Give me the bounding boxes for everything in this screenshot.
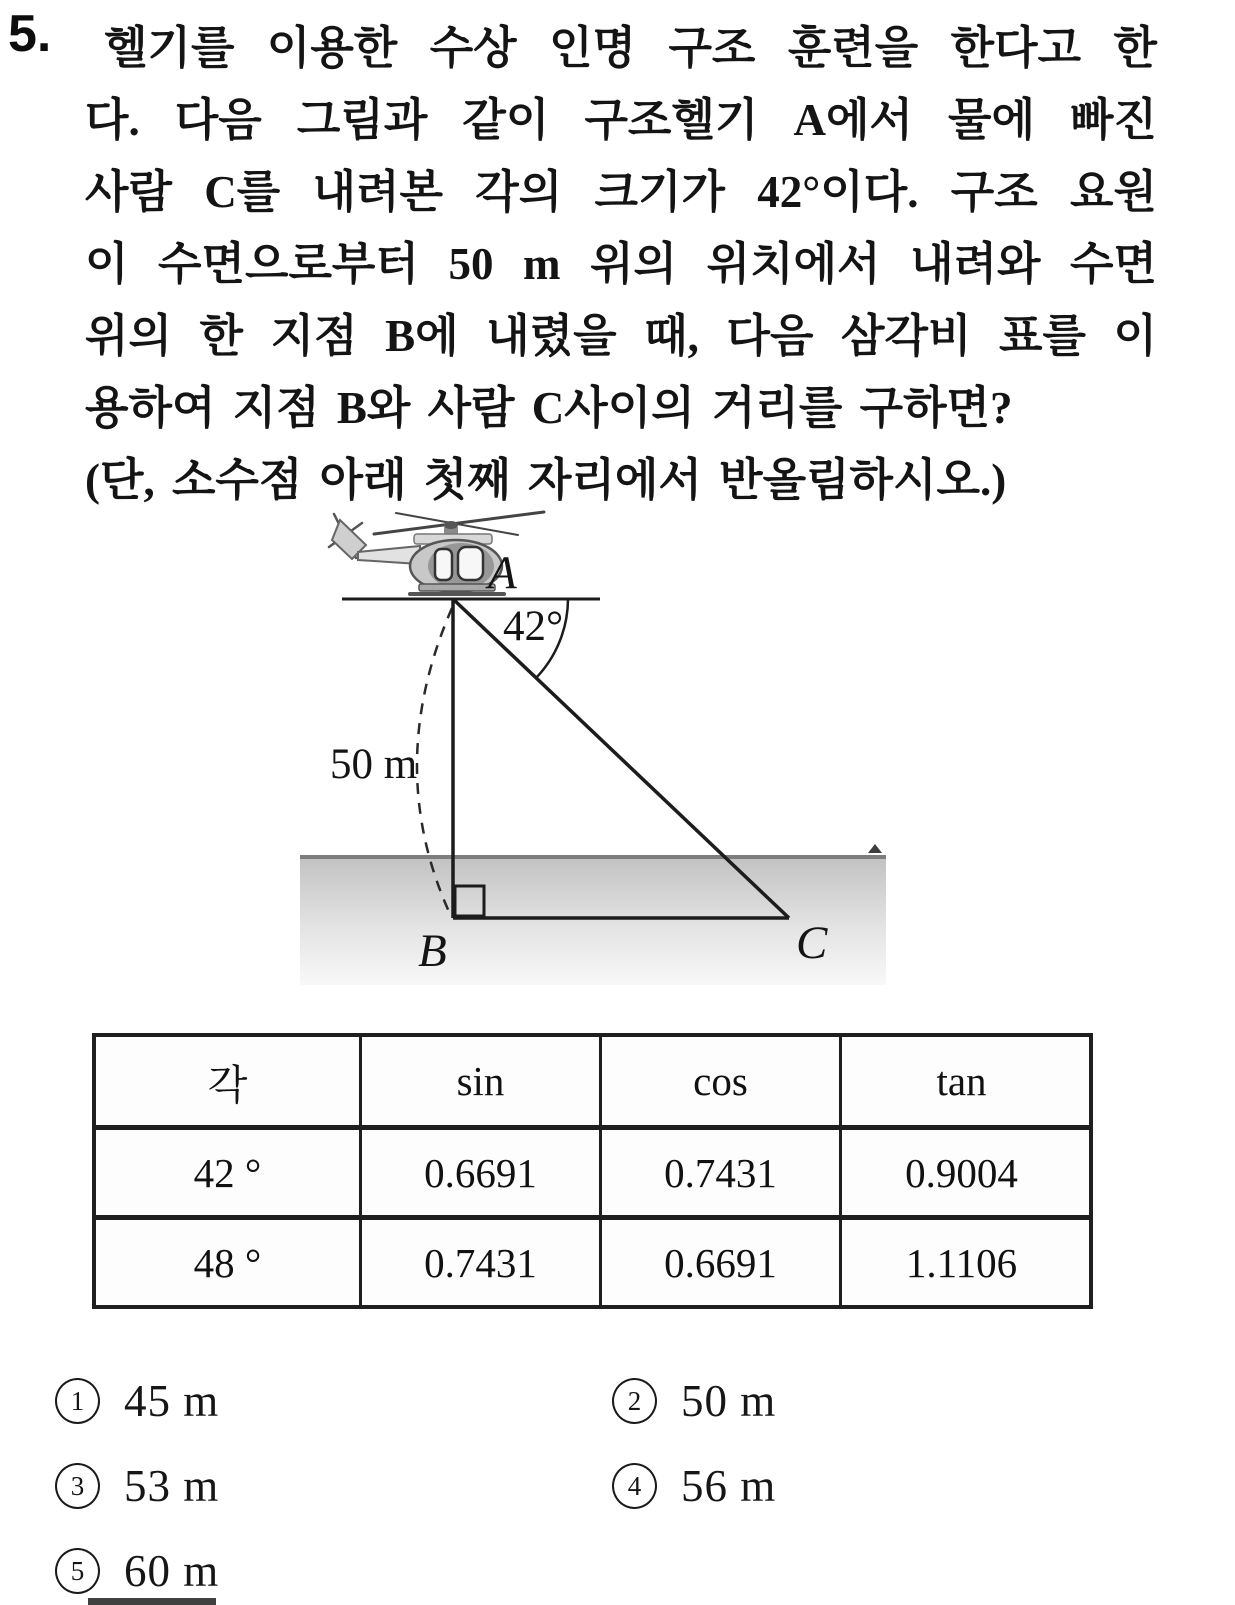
trig-table-cell: 48 ° — [96, 1220, 362, 1305]
vertex-label-C: C — [796, 917, 828, 969]
trig-table-row-48 — [96, 1215, 1089, 1305]
vertex-label-B: B — [418, 925, 447, 977]
choice-3[interactable] — [55, 1457, 219, 1515]
trig-table-row-42 — [96, 1125, 1089, 1215]
choice-2[interactable] — [612, 1372, 776, 1430]
water-tick-mark — [868, 844, 882, 853]
choice-label: 60 m — [124, 1546, 220, 1596]
question-line: 위의 한 지점 B에 내렸을 때, 다음 삼각비 표를 이 — [85, 311, 1157, 361]
trig-table-cell: 0.7431 — [602, 1130, 842, 1215]
question-line: (단, 소수점 아래 첫째 자리에서 반올림하시오.) — [85, 455, 1007, 505]
question-line: 사람 C를 내려본 각의 크기가 42°이다. 구조 요원 — [85, 167, 1157, 217]
trig-table-cell: 0.6691 — [362, 1130, 602, 1215]
trig-table-cell: 42 ° — [96, 1130, 362, 1215]
trig-table-header-row — [96, 1037, 1089, 1125]
choice-circle: 5 — [55, 1548, 100, 1594]
choice-circle: 3 — [55, 1463, 100, 1509]
trig-table-header-cell: 각 — [96, 1037, 362, 1125]
trig-table-header-cell: tan — [936, 1058, 987, 1104]
trig-table — [92, 1033, 1093, 1309]
question-line: 이 수면으로부터 50 m 위의 위치에서 내려와 수면 — [85, 239, 1157, 289]
trig-table-cell: 0.6691 — [602, 1220, 842, 1305]
choice-5[interactable] — [55, 1542, 219, 1600]
trig-table-cell: 1.1106 — [905, 1239, 1018, 1286]
vertex-label-A: A — [488, 547, 517, 599]
trig-table-header-cell: sin — [362, 1037, 602, 1125]
height-label-50m: 50 m — [330, 741, 418, 788]
question-line: 헬기를 이용한 수상 인명 구조 훈련을 한다고 한 — [104, 23, 1157, 73]
question-number: 5. — [8, 5, 52, 63]
trig-table-cell: 0.9004 — [905, 1149, 1018, 1196]
choice-circle: 2 — [612, 1378, 657, 1424]
water-top-line — [300, 855, 886, 859]
choice-label: 53 m — [124, 1461, 220, 1511]
choice-circle: 1 — [55, 1378, 100, 1424]
choice-1[interactable] — [55, 1372, 219, 1430]
choice-4[interactable] — [612, 1457, 776, 1515]
question-line: 용하여 지점 B와 사람 C사이의 거리를 구하면? — [85, 383, 1013, 433]
choice-label: 45 m — [124, 1376, 220, 1426]
choice-label: 56 m — [681, 1461, 777, 1511]
question-text — [85, 12, 1157, 516]
trig-table-cell: 0.7431 — [362, 1220, 602, 1305]
choice-label: 50 m — [681, 1376, 777, 1426]
trig-table-header-cell: cos — [602, 1037, 842, 1125]
question-line: 다. 다음 그림과 같이 구조헬기 A에서 물에 빠진 — [85, 95, 1157, 145]
scan-artifact-line — [88, 1598, 216, 1605]
angle-label-42: 42° — [503, 603, 564, 650]
choice-circle: 4 — [612, 1463, 657, 1509]
